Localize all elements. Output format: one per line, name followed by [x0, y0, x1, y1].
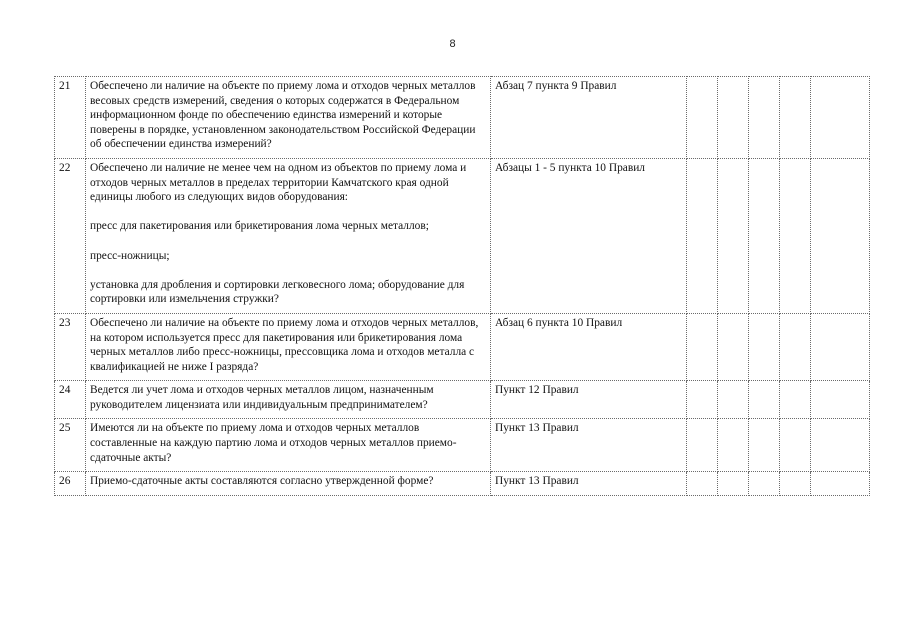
- legal-reference: Пункт 12 Правил: [491, 381, 687, 419]
- answer-cell[interactable]: [718, 77, 749, 159]
- answer-cell[interactable]: [780, 313, 811, 380]
- answer-cell[interactable]: [718, 158, 749, 313]
- legal-reference: Пункт 13 Правил: [491, 472, 687, 496]
- answer-cell[interactable]: [811, 472, 870, 496]
- answer-cell[interactable]: [749, 77, 780, 159]
- question-text: Ведется ли учет лома и отходов черных металлов лицом, назначенным руководителем лицензиата или индивидуальным предпринимателем?: [90, 384, 434, 411]
- legal-reference: Абзац 6 пункта 10 Правил: [491, 313, 687, 380]
- question-cell: [86, 472, 491, 496]
- answer-cell[interactable]: [780, 77, 811, 159]
- answer-cell[interactable]: [687, 158, 718, 313]
- checklist-rows: [55, 77, 870, 496]
- question-text: Обеспечено ли наличие на объекте по приему лома и отходов черных металлов, на котором используется пресс для пакетирования или брикетирования лома черных металлов либо пресс-ножницы, прессовщика лома и отходов металла с квалификацией не ниже I разряда?: [90, 316, 479, 373]
- answer-cell[interactable]: [718, 472, 749, 496]
- question-cell: [86, 313, 491, 380]
- answer-cell[interactable]: [718, 381, 749, 419]
- answer-cell[interactable]: [718, 313, 749, 380]
- table-row: [55, 419, 870, 472]
- table-row: [55, 77, 870, 159]
- legal-reference: Пункт 13 Правил: [491, 419, 687, 472]
- answer-cell[interactable]: [780, 158, 811, 313]
- answer-cell[interactable]: [811, 77, 870, 159]
- answer-cell[interactable]: [749, 472, 780, 496]
- question-text: пресс для пакетирования или брикетирования лома черных металлов;: [90, 220, 429, 233]
- answer-cell[interactable]: [749, 381, 780, 419]
- answer-cell[interactable]: [811, 381, 870, 419]
- question-text: Обеспечено ли наличие не менее чем на одном из объектов по приему лома и отходов черных металлов в пределах территории Камчатского края одной единицы любого из следующих видов оборудования:: [90, 161, 467, 204]
- answer-cell[interactable]: [811, 313, 870, 380]
- table-row: [55, 158, 870, 313]
- answer-cell[interactable]: [811, 419, 870, 472]
- answer-cell[interactable]: [687, 472, 718, 496]
- question-text: Приемо-сдаточные акты составляются согласно утвержденной форме?: [90, 475, 434, 488]
- answer-cell[interactable]: [811, 158, 870, 313]
- answer-cell[interactable]: [749, 419, 780, 472]
- answer-cell[interactable]: [780, 381, 811, 419]
- answer-cell[interactable]: [780, 472, 811, 496]
- row-number: 22: [55, 158, 86, 313]
- answer-cell[interactable]: [687, 313, 718, 380]
- question-text: Обеспечено ли наличие на объекте по приему лома и отходов черных металлов весовых средств измерений, сведения о которых содержатся в Федеральном информационном фонде по обеспечению единства измерений и которые поверены в порядке, установленном законодательством Российской Федерации об обеспечении единства измерений?: [90, 80, 476, 151]
- table-row: [55, 381, 870, 419]
- question-cell: [86, 158, 491, 313]
- answer-cell[interactable]: [780, 419, 811, 472]
- page-number: 8: [449, 38, 456, 50]
- row-number: 23: [55, 313, 86, 380]
- answer-cell[interactable]: [687, 381, 718, 419]
- answer-cell[interactable]: [687, 77, 718, 159]
- table-row: [55, 472, 870, 496]
- row-number: 24: [55, 381, 86, 419]
- legal-reference: Абзац 7 пункта 9 Правил: [491, 77, 687, 159]
- question-text: Имеются ли на объекте по приему лома и отходов черных металлов составленные на каждую партию лома и отходов черных металлов приемо-сдаточные акты?: [90, 422, 457, 464]
- question-cell: [86, 419, 491, 472]
- row-number: 21: [55, 77, 86, 159]
- answer-cell[interactable]: [749, 158, 780, 313]
- answer-cell[interactable]: [749, 313, 780, 380]
- question-text: установка для дробления и сортировки легковесного лома; оборудование для сортировки или измельчения стружки?: [90, 278, 465, 306]
- table-row: [55, 313, 870, 380]
- legal-reference: Абзацы 1 - 5 пункта 10 Правил: [491, 158, 687, 313]
- row-number: 25: [55, 419, 86, 472]
- question-cell: [86, 77, 491, 159]
- checklist-table: [54, 76, 870, 496]
- row-number: 26: [55, 472, 86, 496]
- question-text: пресс-ножницы;: [90, 249, 170, 262]
- answer-cell[interactable]: [687, 419, 718, 472]
- answer-cell[interactable]: [718, 419, 749, 472]
- question-cell: [86, 381, 491, 419]
